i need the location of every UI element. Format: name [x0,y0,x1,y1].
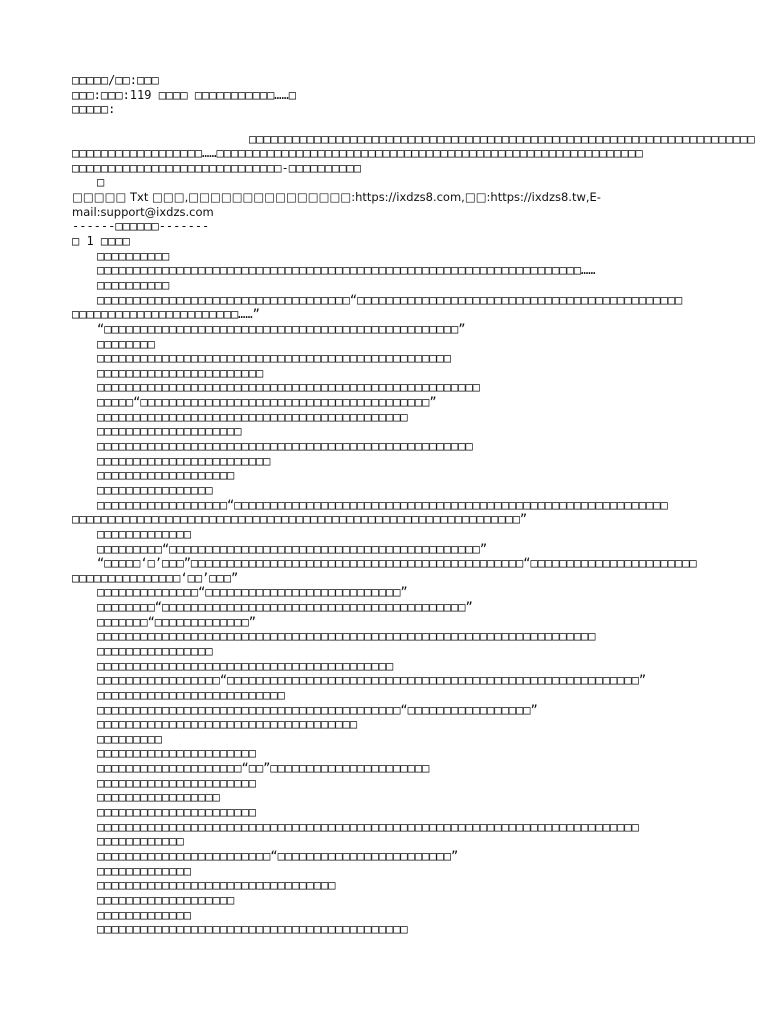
paragraph-line: □□□□□□□□□□□□□□□□□□□□□□ [97,805,256,820]
paragraph-line: □□□□□□□□□□□□□ [97,863,191,878]
paragraph-line: □□□□□□□□□□□□□□□□□□□□□□ [97,775,256,790]
separator-line: ------□□□□□□------- [72,219,210,234]
paragraph-line: □□□□□□□□□□□□□□□□□□□□□□□□□□□□□□□□□□□□□□□□□ [97,658,394,673]
paragraph-line: □□□□□□□□□“□□□□□□□□□□□□□□□□□□□□□□□□□□□□□□□□□□□□□□□□□□□” [97,541,488,556]
paragraph-line: “□□□□□‘□’□□□”□□□□□□□□□□□□□□□□□□□□□□□□□□□□□□□□□□□□□□□□□□□□□□“□□□□□□□□□□□□□□□□□□□□□□□ [97,556,697,571]
document-page [72,73,755,937]
paragraph-line: □□□□□□□“□□□□□□□□□□□□□” [97,614,256,629]
paragraph-line: □□□□□□□□□□□□□□□□□□□□ [97,424,242,439]
paragraph-line: “□□□□□□□□□□□□□□□□□□□□□□□□□□□□□□□□□□□□□□□□□□□□□□□□□” [97,321,466,336]
header-line-2: □□□:□□□:119 □□□□ □□□□□□□□□□□……□ [72,87,296,102]
paragraph-line: □□□□□□□□□□□□□□□□□□□ [97,892,235,907]
paragraph-line: □□□□□□□□□□□□□□□□□□□□□□□□ [97,453,271,468]
paragraph-line: □□□□□□□□“□□□□□□□□□□□□□□□□□□□□□□□□□□□□□□□□□□□□□□□□□□” [97,600,473,615]
notice-line-1: □□□□□ Txt □□□,□□□□□□□□□□□□□□□:https://ixdzs8.com,□□:https://ixdzs8.tw,E- [72,190,601,205]
paragraph-line: □□□□□□□□□□□□□□□□□□□□□□□□□□□□□□□□□□□□□□□□□□□□□□□□□□□□□□□□□□□□□□□□□□□□□□□□□□□ [97,819,639,834]
paragraph-line: □□□□□□□□□□□□□□□□□□□□□□□……” [72,307,260,322]
paragraph-line: □□□□□□□□□□□□□□□□□□□□□□□□□□□□□□□□□□□“□□□□□□□□□□□□□□□□□□□□□□□□□□□□□□□□□□□□□□□□□□□□□ [97,292,683,307]
paragraph-line: □□□□□□□□□□□□□□□□ [97,482,213,497]
paragraph-line: □□□□□□□□□□□□□□□□□□□□□□□□□□□□□□□□□□□□□□□□□□□□□□□□□□□□ [97,439,473,454]
paragraph-line: □□□□□□□□□□□□□□□□□□□□□□□□□□□□□□□□□□□□□□□□□□“□□□□□□□□□□□□□□□□□” [97,702,538,717]
chapter-body [72,249,702,937]
paragraph-line: □□□□□“□□□□□□□□□□□□□□□□□□□□□□□□□□□□□□□□□□□□□□□□” [97,395,437,410]
header-line-3: □□□□□: [72,102,116,117]
paragraph-line: □□□□□□□□□□□□□□□□□ [97,790,220,805]
intro-line-2: □□□□□□□□□□□□□□□□□□……□□□□□□□□□□□□□□□□□□□□□□□□□□□□□□□□□□□□□□□□□□□□□□□□□□□□□□□□□□□ [72,146,643,161]
chapter-title: □ 1 □□□□ [72,234,130,249]
intro-line-4: □ [97,175,105,190]
paragraph-line: □□□□□□□□□□□□□□□‘□□’□□□” [72,570,239,585]
paragraph-line: □□□□□□□□□□ [97,277,170,292]
notice-line-2: mail:support@ixdzs.com [72,204,214,219]
paragraph-line: □□□□□□□□□□□□ [97,834,184,849]
paragraph-line: □□□□□□□□□□□□□□□□□□□□□□□□□□□□□□□□□ [97,878,336,893]
paragraph-line: □□□□□□□□□□□□□□□□□□□□□□□□□□□□□□□□□□□□□□□□□□□□□□□□□□□□□□□□□□□□□□□□□□□…… [97,263,596,278]
paragraph-line: □□□□□□□□□□□□□□□□□□□□□□ [97,746,256,761]
paragraph-line: □□□□□□□□□□□□□□□□□□□□□□□□□□□□□□□□□□□□□□□□□□□□□□□□□□□□□□□□□□□□□□□□□□□□□ [97,629,596,644]
paragraph-line: □□□□□□□□□□□□□□□□□□□□□□□□□□□□□□□□□□□□□□□□□□□ [97,922,408,937]
paragraph-line: □□□□□□□□□□□□□□□□□□□□□□□□□□□□□□□□□□□□□□□□□□□ [97,409,408,424]
paragraph-line: □□□□□□□□□□□□□ [97,907,191,922]
paragraph-line: □□□□□□□□□ [97,731,163,746]
intro-line-3: □□□□□□□□□□□□□□□□□□□□□□□□□□□□□-□□□□□□□□□□ [72,160,361,175]
paragraph-line: □□□□□□□□□□□□□□□□□□□□□□□□□□□□□□□□□□□□□□□□□□□□□□□□□□□□□ [97,380,480,395]
paragraph-line: □□□□□□□□□□□□□ [97,526,191,541]
paragraph-line: □□□□□□□□□□□□□□□□□□□□□□□□□□□□□□□□□□□□ [97,717,358,732]
paragraph-line: □□□□□□□□□□□□□□□□□□□□□□□□□□□□□□□□□□□□□□□□□□□□□□□□□ [97,351,452,366]
paragraph-line: □□□□□□□□□□□□□□□□□□□□“□□”□□□□□□□□□□□□□□□□□□□□□□ [97,761,430,776]
paragraph-line: □□□□□□□□□□□□□□□□□□“□□□□□□□□□□□□□□□□□□□□□□□□□□□□□□□□□□□□□□□□□□□□□□□□□□□□□□□□□□□□ [97,497,668,512]
paragraph-line: □□□□□□□□□□□□□□□□□□□□□□□□“□□□□□□□□□□□□□□□□□□□□□□□□” [97,848,459,863]
blank-line [72,117,702,132]
header-line-1: □□□□□/□□:□□□ [72,73,159,87]
intro-line-1: □□□□□□□□□□□□□□□□□□□□□□□□□□□□□□□□□□□□□□□□□□□□□□□□□□□□□□□□□□□□□□□□□□□□□□ [249,131,755,146]
paragraph-line: □□□□□□□□□□□□□□□□□□□□□□□□□□□□□□□□□□□□□□□□□□□□□□□□□□□□□□□□□□□□□□” [72,512,528,527]
paragraph-line: □□□□□□□□□□□□□□□□□□□□□□□ [97,365,264,380]
paragraph-line: □□□□□□□□□□□□□□□□□□□□□□□□□□ [97,687,285,702]
paragraph-line: □□□□□□□□□□□□□□□□ [97,643,213,658]
paragraph-line: □□□□□□□□□□□□□□□□□□□ [97,468,235,483]
paragraph-line: □□□□□□□□ [97,336,155,351]
paragraph-line: □□□□□□□□□□□□□□“□□□□□□□□□□□□□□□□□□□□□□□□□□□” [97,585,408,600]
paragraph-line: □□□□□□□□□□ [97,248,170,263]
paragraph-line: □□□□□□□□□□□□□□□□□“□□□□□□□□□□□□□□□□□□□□□□□□□□□□□□□□□□□□□□□□□□□□□□□□□□□□□□□□□” [97,673,647,688]
